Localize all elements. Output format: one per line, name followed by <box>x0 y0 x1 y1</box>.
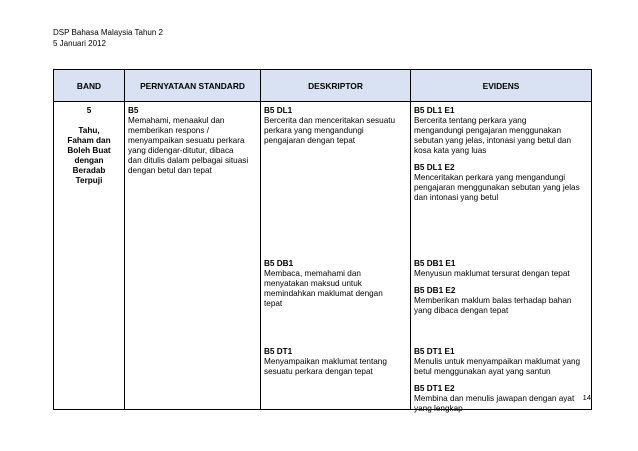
descriptor-code: B5 DB1 <box>264 259 294 268</box>
evidence-text: Memberikan maklum balas terhadap bahan yang dibaca dengan tepat <box>414 296 572 315</box>
standard-cell <box>125 102 261 410</box>
header-standard: PERNYATAAN STANDARD <box>125 70 261 102</box>
standard-code: B5 <box>128 106 139 115</box>
evidence-code: B5 DB1 E2 <box>414 286 456 295</box>
table-row <box>54 102 592 410</box>
standards-table <box>53 69 592 413</box>
standard-text: Memahami, menaakul dan memberikan respons / menyampaikan sesuatu perkara yang didengar-ditutur, dibaca dan ditulis dalam pelbagai situasi dengan betul dan tepat <box>128 116 249 175</box>
evidence-text: Menyusun maklumat tersurat dengan tepat <box>414 269 570 278</box>
descriptor-text: Menyampaikan maklumat tentang sesuatu perkara dengan tepat <box>264 357 387 376</box>
evidence-text: Menceritakan perkara yang mengandungi pengajaran menggunakan sebutan yang jelas dan intonasi yang betul <box>414 173 580 202</box>
descriptor-block <box>264 259 407 309</box>
header-descriptor: DESKRIPTOR <box>261 70 411 102</box>
descriptor-block <box>264 106 407 146</box>
descriptor-text: Bercerita dan menceritakan sesuatu perkara yang mengandungi pengajaran dengan tepat <box>264 116 396 145</box>
evidence-code: B5 DB1 E1 <box>414 259 456 268</box>
document-header <box>53 27 163 49</box>
descriptor-code: B5 DL1 <box>264 106 293 115</box>
descriptor-text: Membaca, memahami dan menyatakan maksud untuk memindahkan maklumat dengan tepat <box>264 269 383 308</box>
evidence-code: B5 DL1 E1 <box>414 106 455 115</box>
evidence-text: Membina dan menulis jawapan dengan ayat yang lengkap <box>414 394 575 413</box>
evidence-text: Bercerita tentang perkara yang mengandungi pengajaran menggunakan sebutan yang jelas, intonasi yang betul dan kosa kata yang luas <box>414 116 572 155</box>
page-number: 14 <box>582 393 591 402</box>
descriptor-code: B5 DT1 <box>264 347 293 356</box>
evidence-text: Menulis untuk menyampaikan maklumat yang betul menggunakan ayat yang santun <box>414 357 581 376</box>
band-cell <box>54 102 125 410</box>
evidence-block <box>414 347 588 414</box>
evidence-code: B5 DL1 E2 <box>414 163 455 172</box>
evidence-code: B5 DT1 E1 <box>414 347 455 356</box>
evidence-code: B5 DT1 E2 <box>414 384 455 393</box>
header-band: BAND <box>54 70 125 102</box>
table-header-row <box>54 70 592 102</box>
descriptor-cell <box>261 102 411 410</box>
evidence-cell <box>411 102 592 413</box>
header-date: 5 Januari 2012 <box>53 39 106 48</box>
header-title: DSP Bahasa Malaysia Tahun 2 <box>53 28 163 37</box>
descriptor-block <box>264 347 407 377</box>
evidence-block <box>414 259 588 316</box>
header-evidence: EVIDENS <box>411 70 592 102</box>
band-description: Tahu, Faham dan Boleh Buat dengan Beradab Terpuji <box>67 126 111 185</box>
evidence-block <box>414 106 588 203</box>
band-number: 5 <box>86 106 92 115</box>
